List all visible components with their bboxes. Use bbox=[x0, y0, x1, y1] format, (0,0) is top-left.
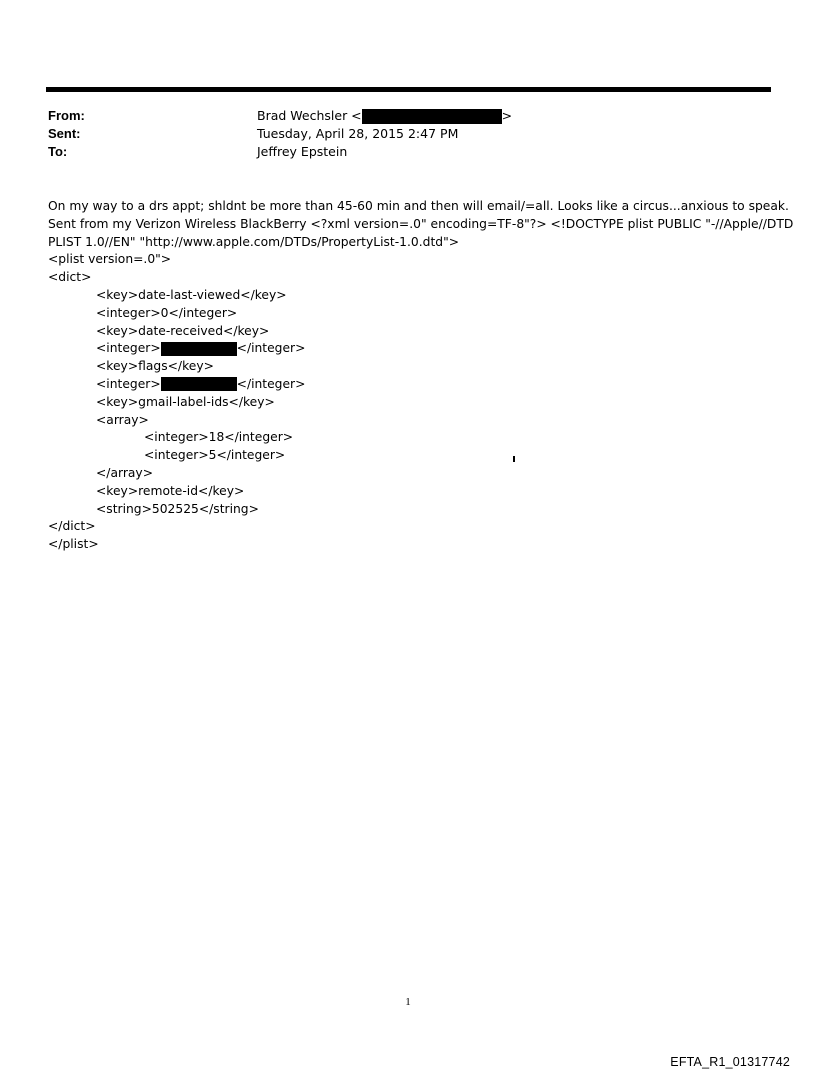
body-line: <string>502525</string> bbox=[96, 501, 259, 516]
body-line bbox=[48, 376, 778, 394]
body-line: <key>flags</key> bbox=[96, 359, 214, 374]
header-rule bbox=[46, 87, 771, 92]
integer-close-tag: </integer> bbox=[236, 341, 306, 356]
body-line bbox=[48, 340, 778, 358]
to-label: To: bbox=[48, 144, 68, 159]
to-value: Jeffrey Epstein bbox=[257, 144, 348, 159]
body-line: Sent from my Verizon Wireless BlackBerry <?xml version=.0" encoding=TF-8"?> <!DOCTYPE plist PUBLIC "-//Apple//DTD bbox=[48, 216, 794, 231]
body-line: <integer>5</integer> bbox=[144, 448, 286, 463]
integer-close-tag: </integer> bbox=[236, 376, 306, 391]
body-line: <dict> bbox=[48, 270, 92, 285]
body-line: <integer>18</integer> bbox=[144, 430, 294, 445]
from-value bbox=[257, 107, 512, 125]
body-line: <key>gmail-label-ids</key> bbox=[96, 394, 275, 409]
integer-open-tag: <integer> bbox=[96, 341, 161, 356]
body-line: <key>remote-id</key> bbox=[96, 483, 245, 498]
body-line: <key>date-last-viewed</key> bbox=[96, 287, 287, 302]
body-line: </array> bbox=[96, 465, 153, 480]
email-body bbox=[48, 198, 794, 554]
body-line: <plist version=.0"> bbox=[48, 252, 172, 267]
body-line: </plist> bbox=[48, 537, 99, 552]
redaction-box bbox=[362, 109, 502, 124]
stray-mark bbox=[513, 456, 515, 462]
body-line: On my way to a drs appt; shldnt be more than 45-60 min and then will email/=all. Looks like a circus...anxious to speak. bbox=[48, 199, 789, 213]
body-line: <integer>0</integer> bbox=[96, 305, 238, 320]
body-line: <array> bbox=[96, 412, 149, 427]
sent-value: Tuesday, April 28, 2015 2:47 PM bbox=[257, 126, 459, 141]
body-line: </dict> bbox=[48, 519, 96, 534]
bates-number: EFTA_R1_01317742 bbox=[670, 1055, 790, 1069]
redaction-box bbox=[161, 377, 237, 391]
integer-open-tag: <integer> bbox=[96, 376, 161, 391]
redaction-box bbox=[161, 342, 237, 356]
body-line: PLIST 1.0//EN" "http://www.apple.com/DTDs/PropertyList-1.0.dtd"> bbox=[48, 234, 460, 249]
page-number: 1 bbox=[405, 996, 411, 1008]
sent-label: Sent: bbox=[48, 126, 81, 141]
from-bracket: > bbox=[501, 108, 513, 123]
from-label: From: bbox=[48, 108, 85, 123]
from-name: Brad Wechsler < bbox=[257, 108, 362, 123]
body-line: <key>date-received</key> bbox=[96, 323, 270, 338]
